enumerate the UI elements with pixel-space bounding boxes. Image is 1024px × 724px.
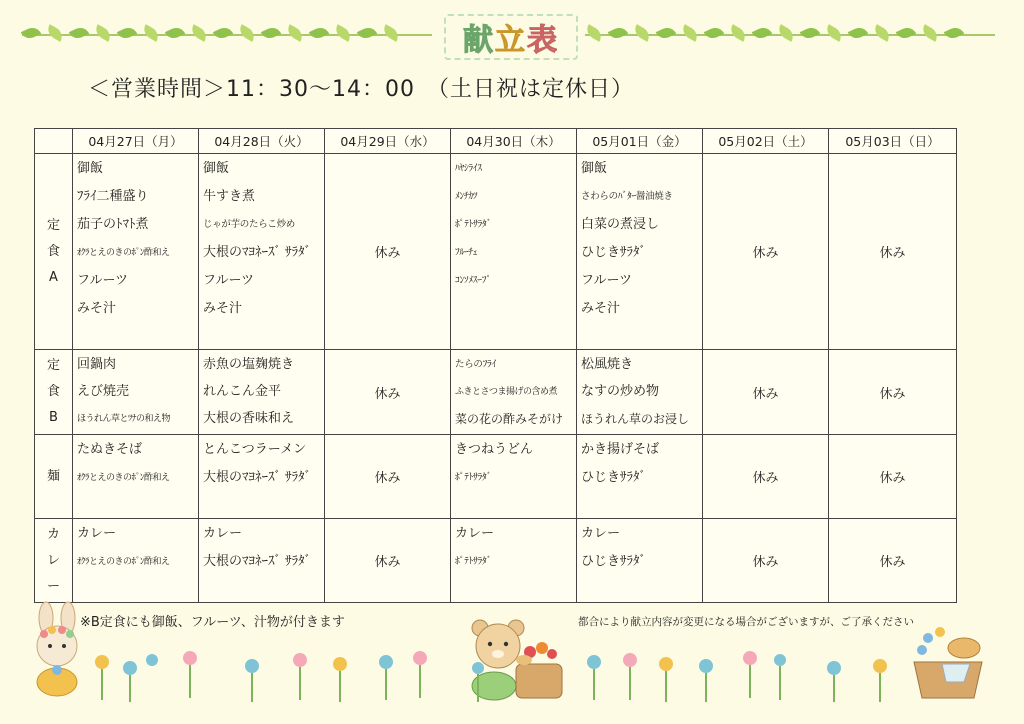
leaf-garland-right [585,18,995,48]
menu-item: 大根のﾏﾖﾈｰｽﾞ ｻﾗﾀﾞ [203,554,312,569]
basket-illustration [908,624,988,702]
flower-border [90,640,910,710]
menu-cell [199,435,325,519]
menu-table [34,128,957,603]
menu-item: カレー [203,526,243,541]
menu-item: 赤魚の塩麹焼き [203,357,295,372]
title-char-3: 表 [527,23,559,58]
menu-cell [577,350,703,435]
page-title [444,14,578,60]
menu-cell [577,519,703,603]
menu-item: 松風焼き [581,357,634,372]
menu-item: なすの炒め物 [581,384,660,399]
note-set-b: ※B定食にも御飯、フルーツ、汁物が付きます [80,615,345,630]
menu-item: とんこつラーメン [203,442,307,457]
menu-item: たぬきそば [77,442,143,457]
menu-cell [199,154,325,350]
menu-item: カレー [581,526,621,541]
menu-item: ﾌﾙｰﾁｪ [455,247,478,258]
menu-item: 御飯 [77,161,104,176]
closed-cell: 休み [325,435,451,519]
closed-cell: 休み [703,435,829,519]
menu-cell [73,519,199,603]
menu-item: ふきとさつま揚げの含め煮 [455,387,558,397]
title-char-1: 献 [463,23,495,58]
closed-cell: 休み [325,519,451,603]
row-curry [35,519,957,603]
menu-item: みそ汁 [77,301,117,316]
menu-item: ｵｸﾗとえのきのﾎﾟﾝ酢和え [77,557,170,567]
menu-item: フルーツ [77,273,128,288]
menu-item: たらのﾌﾗｲ [455,359,496,370]
menu-item: ﾎﾟﾃﾄｻﾗﾀﾞ [455,472,492,483]
menu-item: みそ汁 [203,301,243,316]
menu-item: 御飯 [581,161,608,176]
menu-item: 御飯 [203,161,230,176]
menu-item: フルーツ [581,273,632,288]
corner-cell [35,129,73,154]
day-header: 04月30日（木） [451,129,577,154]
note-disclaimer: 都合により献立内容が変更になる場合がございますが、ご了承ください [578,616,914,628]
menu-item: ﾌﾗｲ二種盛り [77,189,149,204]
menu-item: ｵｸﾗとえのきのﾎﾟﾝ酢和え [77,473,170,483]
menu-cell [577,435,703,519]
menu-item: カレー [455,526,495,541]
menu-item: ｵｸﾗとえのきのﾎﾟﾝ酢和え [77,248,170,258]
day-header: 05月01日（金） [577,129,703,154]
menu-item: さわらのﾊﾞﾀｰ醤油焼き [581,191,673,202]
menu-cell [451,350,577,435]
business-hours: ＜営業時間＞11：30～14：00 （土日祝は定休日） [88,77,634,102]
day-header: 04月29日（水） [325,129,451,154]
row-set-b [35,350,957,435]
menu-item: 白菜の煮浸し [581,217,660,232]
bunny-illustration [22,600,92,700]
leaf-garland-left [22,18,432,48]
menu-item: 菜の花の酢みそがけ [455,412,564,426]
menu-cell [451,519,577,603]
row-noodle [35,435,957,519]
closed-cell: 休み [703,350,829,435]
menu-item: ｺﾝｿﾒｽｰﾌﾟ [455,275,491,286]
menu-cell [73,154,199,350]
title-char-2: 立 [495,23,527,58]
menu-item: かき揚げそば [581,442,660,457]
menu-cell [199,519,325,603]
menu-item: 大根のﾏﾖﾈｰｽﾞ ｻﾗﾀﾞ [203,245,312,260]
closed-cell: 休み [829,519,957,603]
menu-item: えび焼売 [77,384,130,399]
menu-item: ひじきｻﾗﾀﾞ [581,554,647,569]
menu-item: じゃが芋のたらこ炒め [203,219,296,230]
closed-cell: 休み [829,154,957,350]
day-header: 04月28日（火） [199,129,325,154]
menu-item: 茄子のﾄﾏﾄ煮 [77,217,149,232]
category-curry: カ レ ー [35,519,73,603]
day-header: 05月03日（日） [829,129,957,154]
day-header: 05月02日（土） [703,129,829,154]
menu-cell [199,350,325,435]
menu-item: ひじきｻﾗﾀﾞ [581,245,647,260]
menu-item: 大根のﾏﾖﾈｰｽﾞ ｻﾗﾀﾞ [203,470,312,485]
menu-item: 牛すき煮 [203,189,256,204]
category-noodle: 麺 [35,435,73,519]
menu-cell [73,435,199,519]
menu-item: きつねうどん [455,442,534,457]
menu-cell [577,154,703,350]
menu-item: ﾎﾟﾃﾄｻﾗﾀﾞ [455,556,492,567]
menu-item: ﾒﾝﾁｶﾂ [455,191,478,202]
closed-cell: 休み [829,435,957,519]
menu-item: カレー [77,526,117,541]
menu-cell [451,154,577,350]
menu-cell [73,350,199,435]
header-row [35,129,957,154]
closed-cell: 休み [325,154,451,350]
category-set-b: 定 食 B [35,350,73,435]
menu-item: 大根の香味和え [203,411,295,426]
menu-item: ひじきｻﾗﾀﾞ [581,470,647,485]
row-set-a [35,154,957,350]
menu-item: みそ汁 [581,301,621,316]
menu-item: 回鍋肉 [77,357,117,372]
menu-item: ほうれん草とﾂﾅの和え物 [77,414,171,424]
menu-cell [451,435,577,519]
closed-cell: 休み [703,154,829,350]
closed-cell: 休み [829,350,957,435]
menu-item: フルーツ [203,273,254,288]
menu-item: ﾎﾟﾃﾄｻﾗﾀﾞ [455,219,492,230]
menu-item: ﾊﾔｼﾗｲｽ [455,163,482,174]
closed-cell: 休み [325,350,451,435]
category-set-a: 定 食 A [35,154,73,350]
menu-item: ほうれん草のお浸し [581,412,690,426]
menu-item: れんこん金平 [203,384,282,399]
day-header: 04月27日（月） [73,129,199,154]
closed-cell: 休み [703,519,829,603]
